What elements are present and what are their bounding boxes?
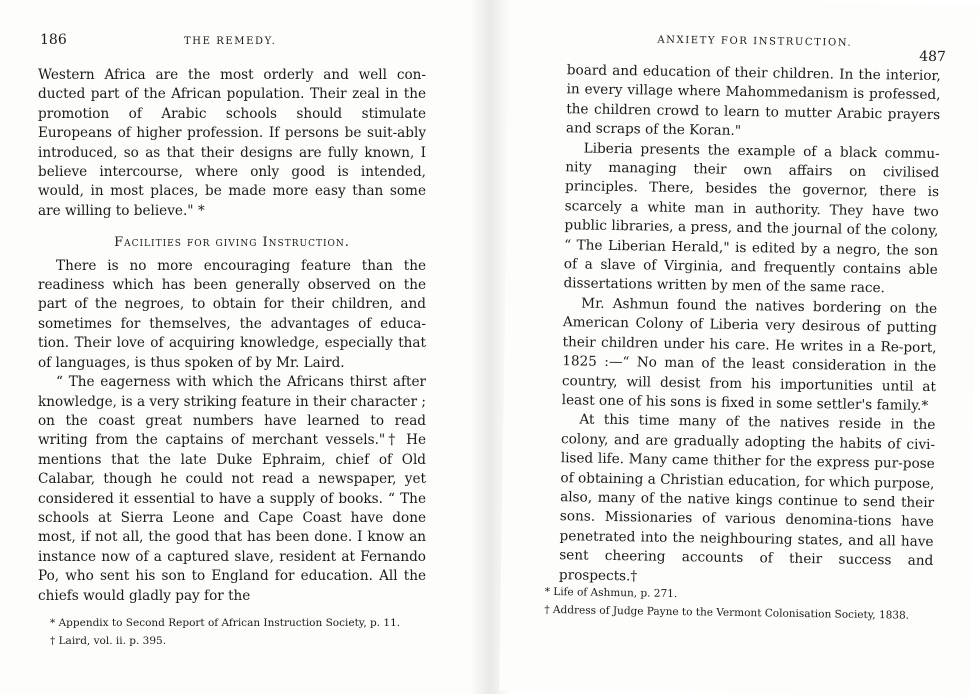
paragraph: board and education of their children. In the interior, in every village where Mahommedanism is professed, the children crowd to learn to mutter Arabic prayers and scraps of the Koran." <box>565 62 941 140</box>
paragraph: Mr. Ashmun found the natives bordering on the American Colony of Liberia very desirous of putting their children under his care. He writes in a Re-port, 1825 :—“ No man of the least consideration in the country, will desist from his importunities until at least one of his sons is fixed in some settler's family.* <box>561 295 938 414</box>
paragraph: “ The eagerness with which the Africans thirst after knowledge, is a very striking feature in their character ; on the coast great numbers have learned to read writing from the captains of merchant vessels."† He mentions that the late Duke Ephraim, chief of Old Calabar, though he could not read a newspaper, yet considered it essential to have a supply of books. “ The schools at Sierra Leone and Cape Coast have done most, if not all, the good that has been done. I know an instance now of a captured slave, resident at Fernando Po, who sent his son to England for education. All the chiefs would gladly pay for the <box>38 374 426 604</box>
paragraph: There is no more encouraging feature than the readiness which has been generally observed on the part of the negroes, to obtain for their children, and sometimes for themselves, the advantages of educa-tion. Their love of acquiring knowledge, especially that of languages, is thus spoken of by Mr. Laird. <box>38 257 426 371</box>
left-page <box>0 0 470 694</box>
right-page <box>499 0 980 698</box>
page-body <box>38 66 426 606</box>
footnote: † Laird, vol. ii. p. 395. <box>50 635 167 647</box>
page-number: 487 <box>919 48 946 66</box>
footnotes <box>36 616 426 652</box>
paragraph: Liberia presents the example of a black commu-nity managing their own affairs on civilised principles. There, besides the governor, there is scarcely a white man in authority. They have two public libraries, a press, and the journal of the colony, “ The Liberian Herald," is edited by a negro, the son of a slave of Virginia, and frequently contains able dissertations written by men of the same race. <box>563 140 940 297</box>
running-head: THE REMEDY. <box>184 36 277 47</box>
footnote: * Life of Ashmun, p. 271. <box>544 585 678 601</box>
section-heading: Facilities for giving Instruction. <box>114 235 350 251</box>
page-body <box>559 61 941 591</box>
paragraph: At this time many of the natives reside in the colony, and are gradually adopting the habits of civi-lised life. Many came thither for the express pur-pose of obtaining a Christian education, for which purpose, also, many of the native kings continue to send their sons. Missionaries of various denomina-tions have penetrated into the neighbouring states, and all have sent cheering accounts of their success and prospects.† <box>558 411 936 584</box>
footnotes <box>530 585 923 627</box>
running-head: ANXIETY FOR INSTRUCTION. <box>657 34 853 49</box>
page-number: 186 <box>40 32 67 48</box>
paragraph: Western Africa are the most orderly and well con-ducted part of the African population. Their zeal in the promotion of Arabic schools should stimulate Europeans of higher profession. If persons be suit-ably introduced, so as that their designs are fully known, I believe intercourse, where only good is intended, would, in most places, be made more easy than some are willing to believe." * <box>38 67 426 219</box>
footnote: † Address of Judge Payne to the Vermont Colonisation Society, 1838. <box>544 603 910 622</box>
footnote: * Appendix to Second Report of African Instruction Society, p. 11. <box>50 617 401 629</box>
